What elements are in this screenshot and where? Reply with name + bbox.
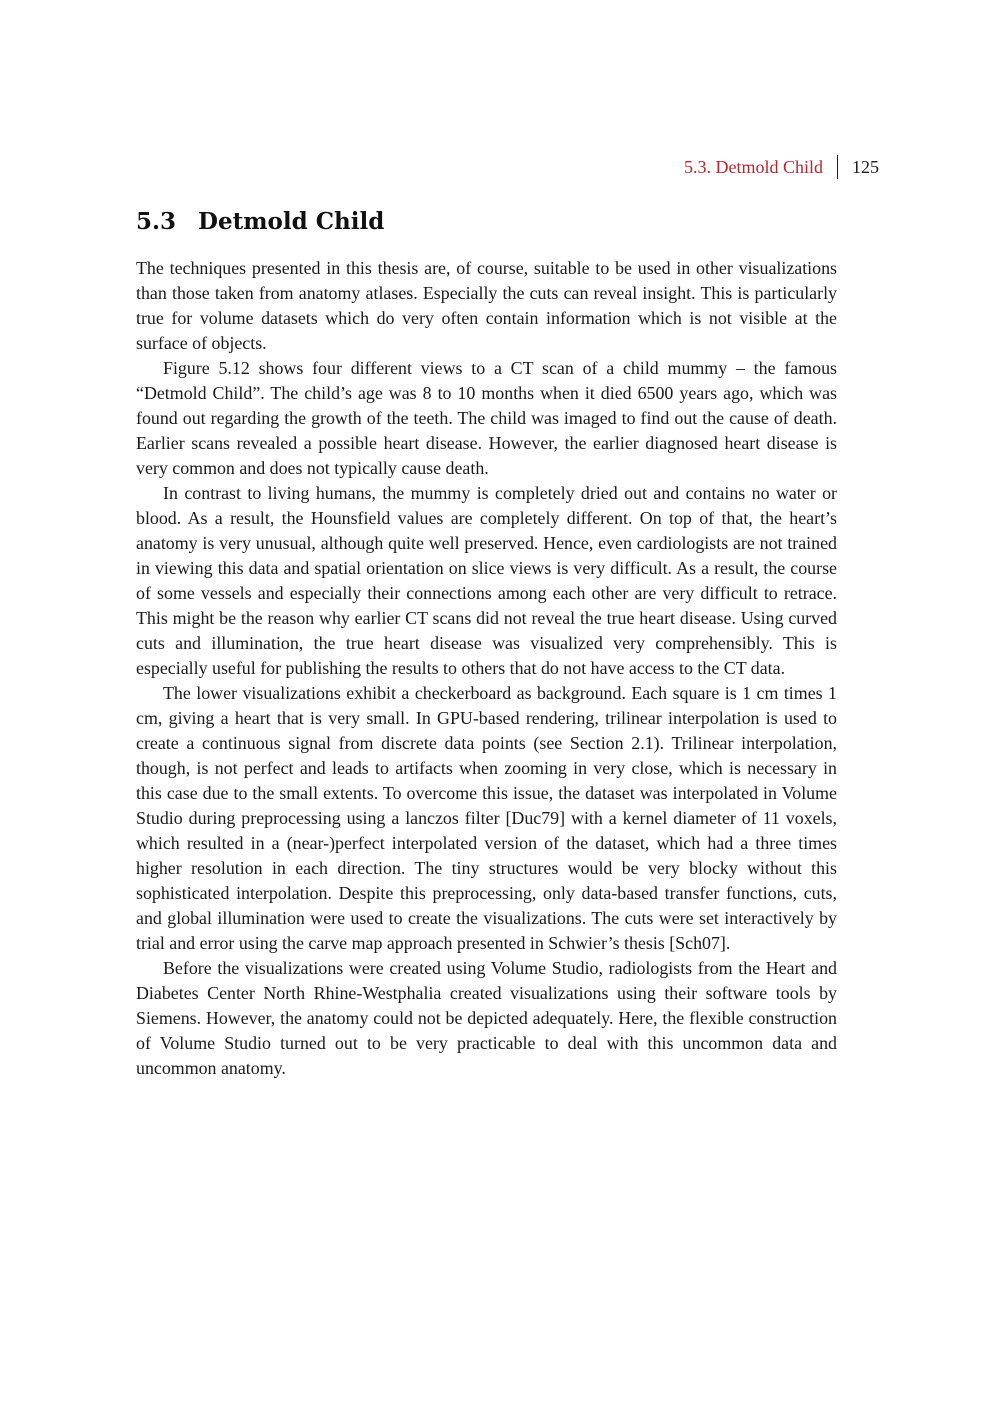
running-header-separator bbox=[837, 155, 838, 179]
paragraph-checkerboard-interpolation: The lower visualizations exhibit a checkerboard as background. Each square is 1 cm times 1 cm, giving a heart that is very small. In GPU-based rendering, trilinear interpolation is used to create a continuous signal from discrete data points (see Section 2.1). Trilinear interpolation, though, is not perfect and leads to artifacts when zooming in very close, which is necessary in this case due to the small extents. To overcome this issue, the dataset was interpolated in Volume Studio during preprocessing using a lanczos filter [Duc79] with a kernel diameter of 11 voxels, which resulted in a (near-)perfect interpolated version of the dataset, which had a three times higher resolution in each direction. The tiny structures would be very blocky without this sophisticated interpolation. Despite this preprocessing, only data-based transfer functions, cuts, and global illumination were used to create the visualizations. The cuts were set interactively by trial and error using the carve map approach presented in Schwier’s thesis [Sch07]. bbox=[136, 683, 837, 953]
section-heading bbox=[136, 206, 384, 238]
running-header-section-title: 5.3. Detmold Child bbox=[684, 156, 823, 177]
paragraph-figure-description: Figure 5.12 shows four different views to a CT scan of a child mummy – the famous “Detmold Child”. The child’s age was 8 to 10 months when it died 6500 years ago, which was found out regarding the growth of the teeth. The child was imaged to find out the cause of death. Earlier scans revealed a possible heart disease. However, the earlier diagnosed heart disease is very common and does not typically cause death. bbox=[136, 358, 837, 478]
running-header bbox=[684, 154, 879, 180]
page-number: 125 bbox=[852, 156, 879, 177]
body-text bbox=[136, 256, 837, 1081]
section-title: Detmold Child bbox=[198, 208, 385, 235]
paragraph-intro: The techniques presented in this thesis are, of course, suitable to be used in other visualizations than those taken from anatomy atlases. Especially the cuts can reveal insight. This is particularly true for volume datasets which do very often contain information which is not visible at the surface of objects. bbox=[136, 258, 837, 353]
paragraph-mummy-contrast: In contrast to living humans, the mummy is completely dried out and contains no water or blood. As a result, the Hounsfield values are completely different. On top of that, the heart’s anatomy is very unusual, although quite well preserved. Hence, even cardiologists are not trained in viewing this data and spatial orientation on slice views is very difficult. As a result, the course of some vessels and especially their connections among each other are very difficult to retrace. This might be the reason why earlier CT scans did not reveal the true heart disease. Using curved cuts and illumination, the true heart disease was visualized very comprehensibly. This is especially useful for publishing the results to others that do not have access to the CT data. bbox=[136, 483, 837, 678]
section-number: 5.3 bbox=[136, 208, 177, 235]
paragraph-radiologists: Before the visualizations were created using Volume Studio, radiologists from the Heart and Diabetes Center North Rhine-Westphalia created visualizations using their software tools by Siemens. However, the anatomy could not be depicted adequately. Here, the flexible construction of Volume Studio turned out to be very practicable to deal with this uncommon data and uncommon anatomy. bbox=[136, 958, 837, 1078]
